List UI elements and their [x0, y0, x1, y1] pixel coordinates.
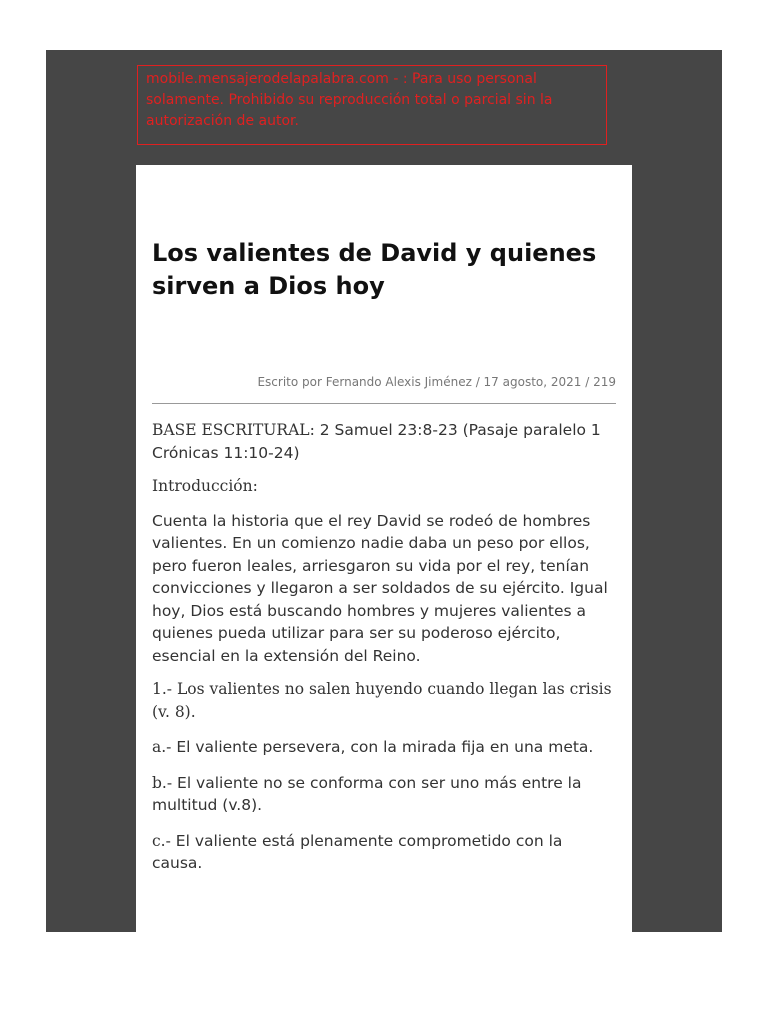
point-item — [152, 772, 616, 817]
point-item — [152, 736, 616, 759]
point-label: c.- — [152, 831, 171, 850]
point-text: El valiente está plenamente comprometido con la causa. — [152, 831, 563, 872]
article-title: Los valientes de David y quienes sirven a Dios hoy — [152, 239, 597, 300]
page-frame — [46, 50, 722, 932]
point-text: El valiente no se conforma con ser uno más entre la multitud (v.8). — [152, 773, 582, 814]
article-byline: Escrito por Fernando Alexis Jiménez / 17 agosto, 2021 / 219 — [257, 375, 616, 389]
section-heading-1: 1.- Los valientes no salen huyendo cuando llegan las crisis (v. 8). — [152, 680, 612, 721]
point-item — [152, 830, 616, 875]
intro-heading: Introducción: — [152, 477, 258, 495]
copyright-notice — [137, 65, 607, 145]
scripture-base-label: BASE ESCRITURAL: — [152, 421, 315, 439]
divider — [152, 403, 616, 404]
point-text: El valiente persevera, con la mirada fija en una meta. — [171, 738, 594, 756]
article-card — [136, 165, 632, 932]
scripture-base — [152, 419, 616, 464]
point-label: a.- — [152, 738, 172, 756]
intro-paragraph: Cuenta la historia que el rey David se rodeó de hombres valientes. En un comienzo nadie daba un peso por ellos, pero fueron leales, arriesgaron su vida por el rey, tenían convicciones y llegaron a ser soldados de su ejército. Igual hoy, Dios está buscando hombres y mujeres valientes a quienes pueda utilizar para ser su poderoso ejército, esencial en la extensión del Reino. — [152, 511, 608, 665]
scripture-base-text: 2 Samuel 23:8-23 (Pasaje paralelo 1 Crónicas 11:10-24) — [152, 421, 601, 462]
copyright-notice-text: mobile.mensajerodelapalabra.com - : Para uso personal solamente. Prohibido su reproducción total o parcial sin la autorización de autor. — [146, 71, 553, 129]
point-label: b.- — [152, 773, 173, 792]
